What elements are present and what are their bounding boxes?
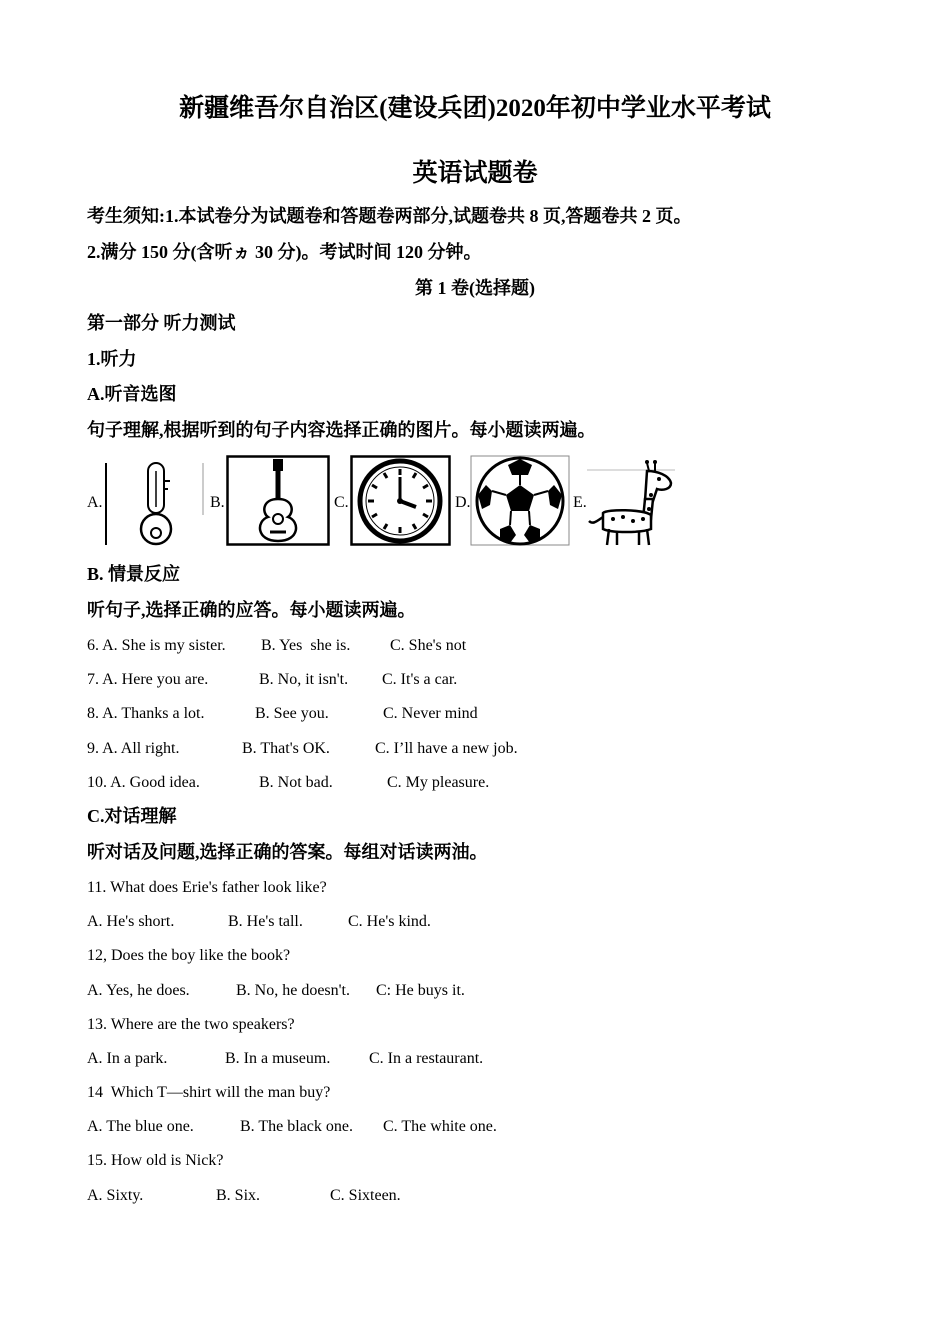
notice-line-2: 2.满分 150 分(含听ヵ 30 分)。考试时间 120 分钟。 [87,242,482,262]
q6-option-b: B. Yes she is. [261,637,351,654]
section-b-instruction: 听句子,选择正确的应答。每小题读两遍。 [87,600,416,620]
q8-option-a: 8. A. Thanks a lot. [87,705,205,722]
clock-icon [350,455,451,546]
part1-title: 第一部分 听力测试 [87,313,236,333]
q14-question: 14 Which T—shirt will the man buy? [87,1084,331,1101]
q9-option-c: C. I’ll have a new job. [375,740,518,757]
q13-option-c: C. In a restaurant. [369,1050,484,1067]
exam-subtitle: 英语试题卷 [412,160,538,187]
q8-option-b: B. See you. [255,705,329,722]
soccer-ball-icon [470,455,570,546]
volume-title: 第 1 卷(选择题) [415,278,535,298]
q11-option-c: C. He's kind. [348,913,431,930]
giraffe-icon [587,455,675,547]
section-c-instruction: 听对话及问题,选择正确的答案。每组对话读两油。 [87,842,488,862]
q15-option-b: B. Six. [216,1187,261,1204]
q14-option-a: A. The blue one. [87,1118,194,1135]
picture-label-e: E. [573,494,587,511]
notice-line-1: 考生须知:1.本试卷分为试题卷和答题卷两部分,试题卷共 8 页,答题卷共 2 页。 [87,206,692,226]
q15-question: 15. How old is Nick? [87,1152,224,1169]
q14-option-b: B. The black one. [240,1118,354,1135]
q11-option-a: A. He's short. [87,913,175,930]
q13-question: 13. Where are the two speakers? [87,1016,295,1033]
q13-option-b: B. In a museum. [225,1050,331,1067]
q14-option-c: C. The white one. [383,1118,497,1135]
q9-option-b: B. That's OK. [242,740,330,757]
section-a-instruction: 句子理解,根据听到的句子内容选择正确的图片。每小题读两遍。 [87,420,596,440]
q8-option-c: C. Never mind [383,705,478,722]
q12-question: 12, Does the boy like the book? [87,947,291,964]
q12-option-c: C: He buys it. [376,982,465,999]
part1-sub: 1.听力 [87,349,137,369]
q12-option-b: B. No, he doesn't. [236,982,350,999]
q11-option-b: B. He's tall. [228,913,303,930]
exam-title: 新疆维吾尔自治区(建设兵团)2020年初中学业水平考试 [179,95,771,122]
q10-option-a: 10. A. Good idea. [87,774,200,791]
q15-option-c: C. Sixteen. [330,1187,401,1204]
key-icon [104,455,206,547]
q15-option-a: A. Sixty. [87,1187,144,1204]
q9-option-a: 9. A. All right. [87,740,180,757]
q12-option-a: A. Yes, he does. [87,982,190,999]
picture-label-c: C. [334,494,349,511]
q10-option-b: B. Not bad. [259,774,333,791]
q7-option-a: 7. A. Here you are. [87,671,209,688]
guitar-icon [226,455,330,546]
picture-label-b: B. [210,494,225,511]
section-c-title: C.对话理解 [87,806,177,826]
q10-option-c: C. My pleasure. [387,774,490,791]
q11-question: 11. What does Erie's father look like? [87,879,327,896]
picture-label-a: A. [87,494,103,511]
q13-option-a: A. In a park. [87,1050,168,1067]
q6-option-c: C. She's not [390,637,467,654]
q6-option-a: 6. A. She is my sister. [87,637,226,654]
q7-option-c: C. It's a car. [382,671,458,688]
section-a-title: A.听音选图 [87,384,177,404]
section-b-title: B. 情景反应 [87,564,181,584]
picture-label-d: D. [455,494,471,511]
q7-option-b: B. No, it isn't. [259,671,349,688]
